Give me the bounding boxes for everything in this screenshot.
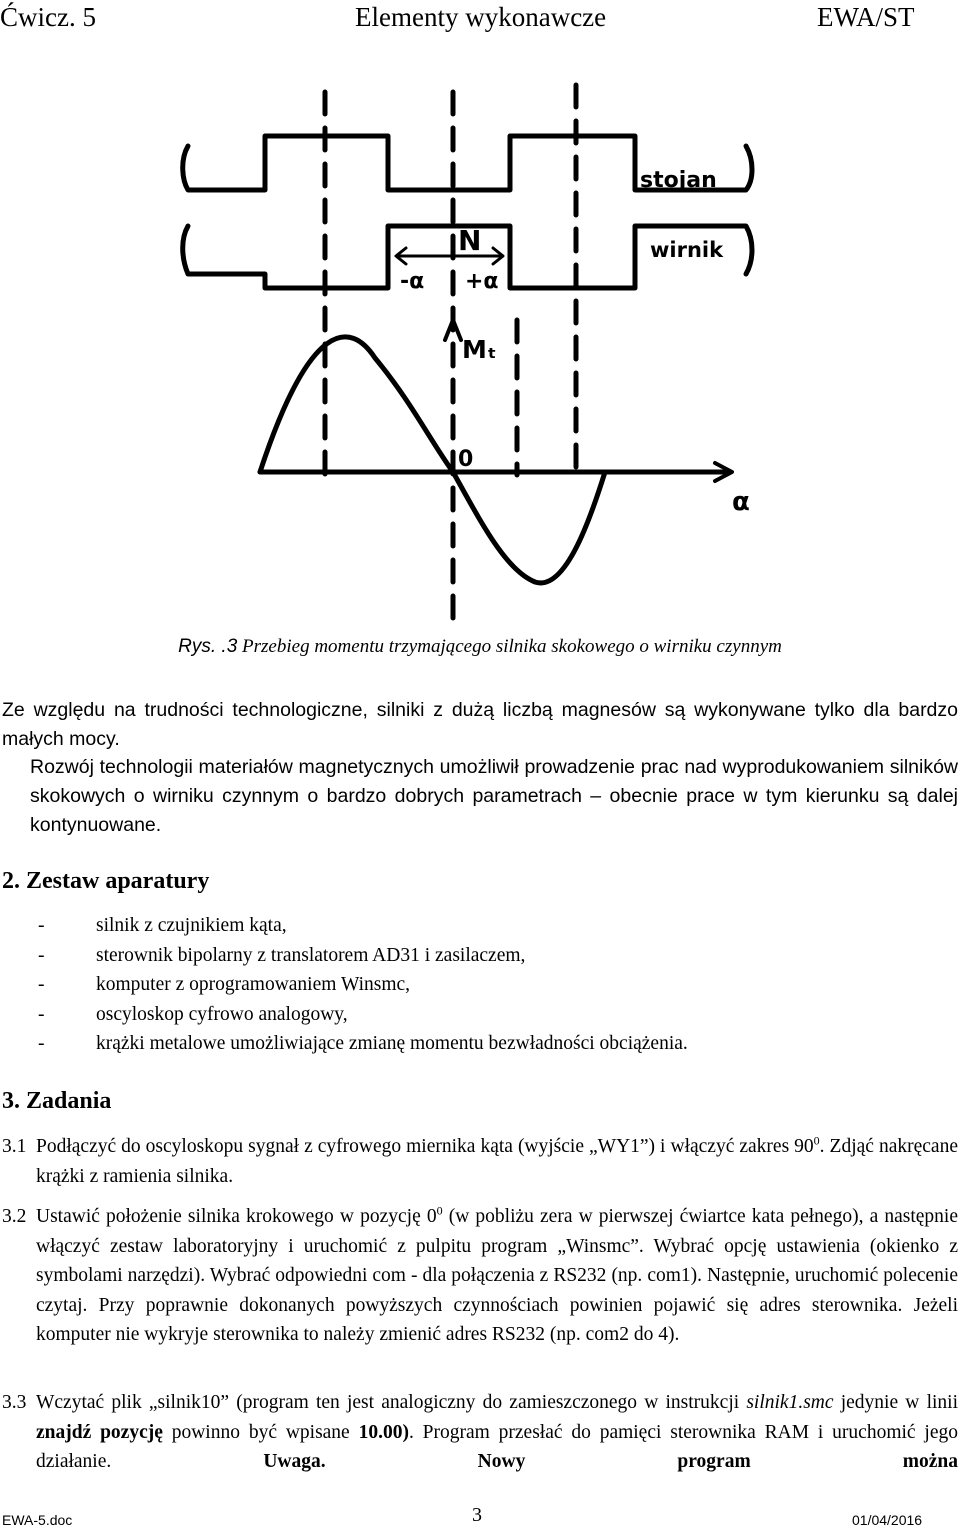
footer-left: EWA-5.doc	[2, 1512, 73, 1528]
label-plus-alpha: +α	[465, 269, 499, 294]
header-left: Ćwicz. 5	[0, 2, 96, 32]
list-item: - komputer z oprogramowaniem Winsmc,	[38, 974, 411, 995]
list-item: - krążki metalowe umożliwiające zmianę momentu bezwładności obciążenia.	[38, 1033, 688, 1054]
task-3-1: 3.1 Podłączyć do oscyloskopu sygnał z cyfrowego miernika kąta (wyjście „WY1”) i włączyć zakres $90^0$. Zdjąć nakręcane krążki z ramienia silnika.	[2, 1133, 958, 1187]
label-N: N	[458, 224, 482, 257]
task-3-3: 3.3 Wczytać plik „silnik10” (program ten jest analogiczny do zamieszczonego w instrukcji silnik1.smc jedynie w linii znajdź pozycję powinno być wpisane 10.00). Program przesłać do pamięci sterownika RAM i uruchomić jego działanie. Uwaga. Nowy program można	[2, 1392, 958, 1472]
stepper-torque-figure	[150, 80, 790, 632]
label-alpha: α	[732, 487, 750, 517]
equipment-list	[38, 911, 688, 1059]
task-3-2: 3.2 Ustawić położenie silnika krokowego w pozycję $0^0$ (w pobliżu zera w pierwszej ćwiartce kata pełnego), a następnie włączyć zestaw laboratoryjny i uruchomić z pulpitu program „Winsmc”. Wybrać opcję ustawienia (okienko z symbolami narzędzi). Wybrać odpowiedni com - dla połączenia z RS232 (np. com1). Następnie, uruchomić polecenie czytaj. Przy poprawnie dokonanych powyższych czynnościach powinien pojawić się adres sterownika. Jeżeli komputer nie wykryje sterownika to należy zmienić adres RS232 (np. com2 do 4).	[2, 1203, 958, 1345]
label-zero: 0	[458, 447, 474, 472]
paragraph-1: Ze względu na trudności technologiczne, silniki z dużą liczbą magnesów są wykonywane tylko dla bardzo małych mocy.	[2, 699, 958, 750]
figure-caption	[0, 636, 960, 658]
label-Mt: Mₜ	[462, 335, 497, 364]
list-item: - oscyloskop cyfrowo analogowy,	[38, 1003, 348, 1025]
label-stojan: stojan	[640, 168, 717, 193]
header-right: EWA/ST	[817, 2, 915, 32]
label-minus-alpha: -α	[400, 269, 425, 294]
list-item: - silnik z czujnikiem kąta,	[38, 915, 287, 936]
footer-date: 01/04/2016	[852, 1512, 923, 1528]
paragraph-2: Rozwój technologii materiałów magnetycznych umożliwił prowadzenie prac nad wyprodukowaniem silników skokowych o wirniku czynnym o bardzo dobrych parametrach – obecnie prace w tym kierunku są dalej kontynuowane.	[30, 756, 958, 836]
caption-prefix: Rys. .3	[178, 636, 238, 657]
list-item: - sterownik bipolarny z translatorem AD31 i zasilaczem,	[38, 944, 526, 966]
torque-curve	[260, 337, 605, 583]
footer-page-number: 3	[472, 1504, 482, 1526]
header-center: Elementy wykonawcze	[355, 2, 607, 32]
label-wirnik: wirnik	[650, 238, 724, 262]
caption-text: Przebieg momentu trzymającego silnika skokowego o wirniku czynnym	[237, 636, 782, 657]
section-2-heading: 2. Zestaw aparatury	[2, 868, 210, 894]
section-3-heading: 3. Zadania	[2, 1088, 112, 1114]
